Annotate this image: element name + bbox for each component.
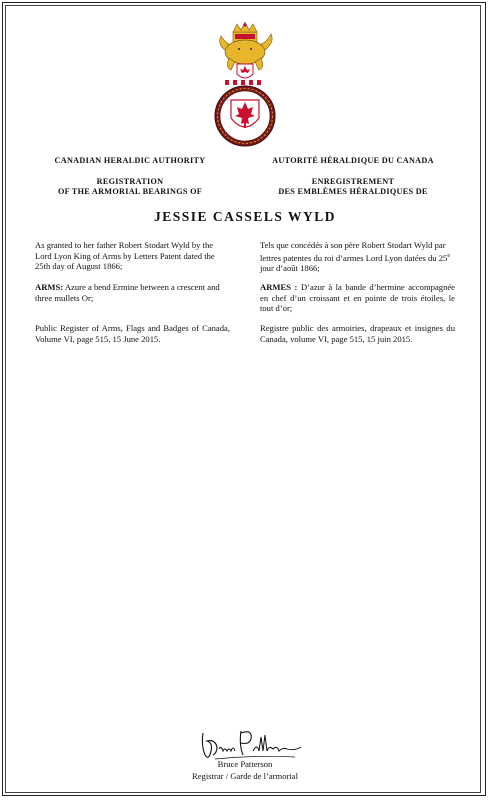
french-arms-label: ARMES : bbox=[260, 282, 298, 292]
english-authority-title: CANADIAN HERALDIC AUTHORITY bbox=[54, 156, 206, 165]
english-arms-text: Azure a bend Ermine between a crescent and three mullets Or; bbox=[35, 282, 220, 303]
registrar-title: Registrar / Garde de l’armorial bbox=[192, 771, 298, 781]
english-armorial-heading: OF THE ARMORIAL BEARINGS OF bbox=[57, 187, 203, 196]
heraldic-authority-emblem bbox=[195, 22, 295, 152]
english-register-paragraph: Public Register of Arms, Flags and Badges of Canada, Volume VI, page 515, 15 June 2015. bbox=[35, 323, 230, 344]
french-register-block bbox=[260, 323, 455, 344]
grantee-name: JESSIE CASSELS WYLD bbox=[153, 209, 337, 224]
english-registration-heading: REGISTRATION bbox=[96, 177, 164, 186]
french-arms-block bbox=[260, 282, 455, 314]
crown-icon bbox=[233, 22, 257, 42]
english-register-block bbox=[35, 323, 230, 344]
english-column bbox=[35, 240, 230, 272]
wreath-icon bbox=[225, 80, 265, 85]
french-authority-title: AUTORITÉ HÉRALDIQUE DU CANADA bbox=[272, 156, 434, 165]
french-grant-text-end: jour d’août 1866; bbox=[260, 262, 320, 273]
registrar-name: Bruce Patterson bbox=[217, 759, 273, 769]
french-column bbox=[260, 240, 455, 273]
french-armorial-heading: DES EMBLÈMES HÉRALDIQUES DE bbox=[278, 187, 428, 196]
french-grant-text: Tels que concédés à son père Robert Stodart Wyld par lettres patentes du roi d’armes Lord Lyon datées du 25 bbox=[260, 240, 448, 263]
french-register-paragraph: Registre public des armoiries, drapeaux et insignes du Canada, volume VI, page 515, 15 juin 2015. bbox=[260, 323, 455, 344]
french-arms-text: D’azur à la bande d’hermine accompagnée en chef d’un croissant et en pointe de trois étoiles, le tout d’or; bbox=[260, 282, 455, 313]
french-grant-superscript: e bbox=[447, 252, 451, 259]
small-shield-icon bbox=[237, 64, 253, 78]
english-arms-label: ARMS: bbox=[35, 282, 64, 292]
french-registration-heading: ENREGISTREMENT bbox=[311, 177, 395, 186]
english-grant-paragraph: As granted to her father Robert Stodart Wyld by the Lord Lyon King of Arms by Letters Patent dated the 25th day of August 1866; bbox=[35, 240, 215, 271]
english-arms-block bbox=[35, 282, 230, 303]
